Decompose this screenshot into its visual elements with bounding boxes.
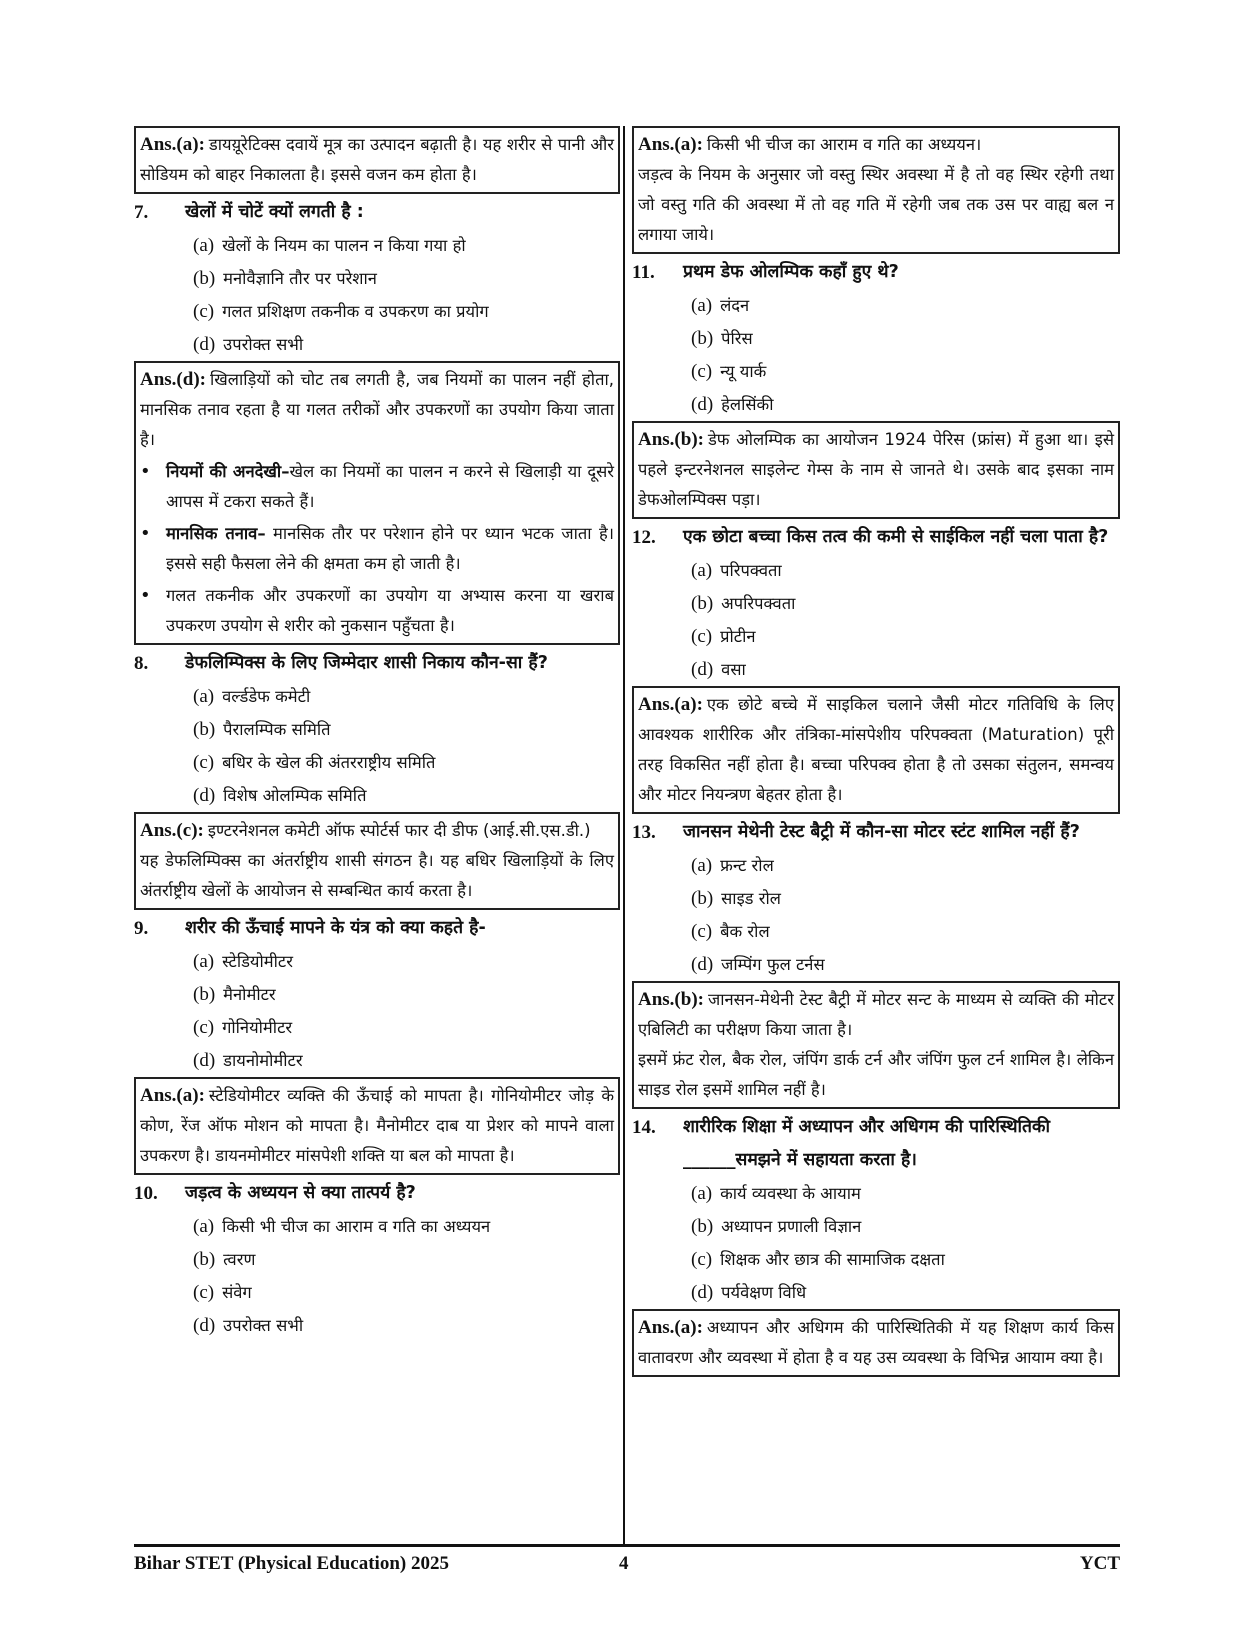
option-text: न्यू यार्क xyxy=(720,362,767,381)
answer-label: Ans.(d): xyxy=(140,369,206,390)
option xyxy=(691,289,1120,322)
answer-box-14 xyxy=(632,1309,1120,1377)
option-text: डायनोमोमीटर xyxy=(223,1051,303,1070)
option xyxy=(193,1210,620,1243)
option-text: बधिर के खेल की अंतरराष्ट्रीय समिति xyxy=(222,753,436,772)
question-text: एक छोटा बच्चा किस तत्व की कमी से साईकिल नहीं चला पाता है? xyxy=(683,527,1109,547)
option xyxy=(193,1044,620,1077)
option xyxy=(193,1011,620,1044)
question-text: प्रथम डेफ ओलम्पिक कहाँ हुए थे? xyxy=(683,262,899,282)
page-footer xyxy=(134,1553,1120,1581)
left-column xyxy=(134,126,620,1342)
option xyxy=(691,849,1120,882)
answer-text: जड़त्व के नियम के अनुसार जो वस्तु स्थिर अवस्था में है तो वह स्थिर रहेगी तथा जो वस्तु गति की अवस्था में तो वह गति में रहेगी जब तक उस पर वाह्य बल न लगाया जाये। xyxy=(638,165,1114,244)
answer-label: Ans.(a): xyxy=(638,694,703,715)
answer-label: Ans.(c): xyxy=(140,820,204,841)
answer-label: Ans.(a): xyxy=(638,1317,703,1338)
option xyxy=(691,554,1120,587)
option-text: प्रोटीन xyxy=(720,627,756,646)
option-text: किसी भी चीज का आराम व गति का अध्ययन xyxy=(222,1217,491,1236)
option-text: स्टेडियोमीटर xyxy=(222,952,293,971)
option-letter: (b) xyxy=(691,328,714,349)
option xyxy=(691,587,1120,620)
option-text: फ्रन्ट रोल xyxy=(720,856,774,875)
option-text: उपरोक्त सभी xyxy=(223,335,304,354)
option-letter: (a) xyxy=(193,235,215,256)
option xyxy=(193,1243,620,1276)
question-number: 14. xyxy=(632,1117,656,1138)
answer-box-11 xyxy=(632,421,1120,519)
question-8 xyxy=(134,647,620,680)
option xyxy=(193,779,620,812)
answer-text: किसी भी चीज का आराम व गति का अध्ययन। xyxy=(706,135,982,154)
option-text: खेलों के नियम का पालन न किया गया हो xyxy=(222,236,466,255)
options-14 xyxy=(632,1177,1120,1309)
option-text: पेरिस xyxy=(721,329,753,348)
right-column xyxy=(632,126,1120,1377)
option-letter: (d) xyxy=(193,1050,216,1071)
option-text: वर्ल्डडेफ कमेटी xyxy=(222,687,311,706)
question-number: 7. xyxy=(134,202,149,223)
option xyxy=(691,1210,1120,1243)
option-text: गलत प्रशिक्षण तकनीक व उपकरण का प्रयोग xyxy=(222,302,489,321)
option-letter: (a) xyxy=(691,855,713,876)
option-text: जम्पिंग फुल टर्नस xyxy=(721,955,825,974)
option-letter: (c) xyxy=(691,626,713,647)
option-letter: (b) xyxy=(193,1249,216,1270)
answer-text: एक छोटे बच्चे में साइकिल चलाने जैसी मोटर गतिविधि के लिए आवश्यक शारीरिक और तंत्रिका-मांसपेशीय परिपक्वता (Maturation) पूरी तरह विकसित नहीं होता है। बच्चा परिपक्व होता है तो उसका संतुलन, समन्वय और मोटर नियन्त्रण बेहतर होता है। xyxy=(638,695,1114,804)
question-number: 13. xyxy=(632,822,656,843)
option xyxy=(193,328,620,361)
option-text: विशेष ओलम्पिक समिति xyxy=(223,786,367,805)
answer-box-10 xyxy=(632,126,1120,254)
option-text: अध्यापन प्रणाली विज्ञान xyxy=(721,1217,862,1236)
option-letter: (b) xyxy=(691,1216,714,1237)
option-letter: (b) xyxy=(691,593,714,614)
options-7 xyxy=(134,229,620,361)
option-text: त्वरण xyxy=(223,1250,256,1269)
option xyxy=(691,882,1120,915)
answer-text: यह डेफलिम्पिक्स का अंतर्राष्ट्रीय शासी संगठन है। यह बधिर खिलाड़ियों के लिए अंतर्राष्ट्रीय खेलों के आयोजन से सम्बन्धित कार्य करता है। xyxy=(140,851,614,900)
bullet-text: मानसिक तौर पर परेशान होने पर ध्यान भटक जाता है। इससे सही फैसला लेने की क्षमता कम हो जाती है। xyxy=(166,524,614,573)
answer-label: Ans.(a): xyxy=(140,134,205,155)
page-number: 4 xyxy=(619,1553,629,1574)
option-text: लंदन xyxy=(720,296,750,315)
option xyxy=(193,262,620,295)
options-10 xyxy=(134,1210,620,1342)
question-11 xyxy=(632,256,1120,289)
option-letter: (d) xyxy=(691,1282,714,1303)
question-text: डेफलिम्पिक्स के लिए जिम्मेदार शासी निकाय कौन-सा हैं? xyxy=(185,653,548,673)
option xyxy=(691,1243,1120,1276)
answer-text: स्टेडियोमीटर व्यक्ति की ऊँचाई को मापता है। गोनियोमीटर जोड़ के कोण, रेंज ऑफ मोशन को मापता है। मैनोमीटर दाब या प्रेशर को मापने वाला उपकरण है। डायनमोमीटर मांसपेशी शक्ति या बल को मापता है। xyxy=(140,1086,614,1165)
option xyxy=(691,653,1120,686)
answer-text: अध्यापन और अधिगम की पारिस्थितिकी में यह शिक्षण कार्य किस वातावरण और व्यवस्था में होता है व यह उस व्यवस्था के विभिन्न आयाम क्या है। xyxy=(638,1318,1114,1367)
option-text: साइड रोल xyxy=(721,889,781,908)
bullet-item xyxy=(140,581,614,641)
option-letter: (c) xyxy=(691,921,713,942)
option-text: संवेग xyxy=(222,1283,252,1302)
bullet-text: खेल का नियमों का पालन न करने से खिलाड़ी या दूसरे आपस में टकरा सकते हैं। xyxy=(166,462,614,511)
options-13 xyxy=(632,849,1120,981)
option-letter: (c) xyxy=(193,752,215,773)
question-number: 8. xyxy=(134,653,149,674)
option-text: कार्य व्यवस्था के आयाम xyxy=(720,1184,861,1203)
options-12 xyxy=(632,554,1120,686)
question-number: 9. xyxy=(134,918,149,939)
bullet-glyph: • xyxy=(140,523,151,544)
option xyxy=(691,355,1120,388)
question-number: 10. xyxy=(134,1183,158,1204)
option-letter: (c) xyxy=(691,361,713,382)
answer-box-13 xyxy=(632,981,1120,1109)
answer-box-6 xyxy=(134,126,620,194)
option-letter: (d) xyxy=(691,659,714,680)
option-text: वसा xyxy=(721,660,746,679)
answer-box-12 xyxy=(632,686,1120,814)
option xyxy=(193,713,620,746)
answer-text: खिलाड़ियों को चोट तब लगती है, जब नियमों का पालन नहीं होता, मानसिक तनाव रहता है या गलत तरीकों और उपकरणों का उपयोग किया जाता है। xyxy=(140,370,614,449)
option xyxy=(193,1276,620,1309)
option xyxy=(193,945,620,978)
question-10 xyxy=(134,1177,620,1210)
answer-box-8 xyxy=(134,812,620,910)
option-letter: (a) xyxy=(691,1183,713,1204)
option-letter: (a) xyxy=(691,295,713,316)
option-text: बैक रोल xyxy=(720,922,770,941)
option-letter: (d) xyxy=(193,785,216,806)
answer-label: Ans.(b): xyxy=(638,989,704,1010)
footer-title: Bihar STET (Physical Education) 2025 xyxy=(134,1553,449,1574)
question-text: शरीर की ऊँचाई मापने के यंत्र को क्या कहते है- xyxy=(185,918,486,938)
question-text: खेलों में चोटें क्यों लगती है : xyxy=(185,202,364,222)
question-14 xyxy=(632,1111,1120,1177)
question-text: शारीरिक शिक्षा में अध्यापन और अधिगम की पारिस्थितिकी ______समझने में सहायता करता है। xyxy=(683,1117,1050,1170)
option-letter: (a) xyxy=(193,686,215,707)
option xyxy=(193,978,620,1011)
question-text: जड़त्व के अध्ययन से क्या तात्पर्य है? xyxy=(185,1183,416,1203)
option xyxy=(193,229,620,262)
option xyxy=(691,620,1120,653)
option-letter: (b) xyxy=(193,268,216,289)
option-letter: (b) xyxy=(193,984,216,1005)
option xyxy=(193,680,620,713)
bullet-heading: नियमों की अनदेखी– xyxy=(166,462,290,481)
option xyxy=(691,1276,1120,1309)
option-letter: (c) xyxy=(193,1017,215,1038)
answer-box-7 xyxy=(134,361,620,645)
option-letter: (c) xyxy=(193,1282,215,1303)
option xyxy=(193,746,620,779)
option-text: पैरालम्पिक समिति xyxy=(223,720,331,739)
question-text: जानसन मेथेनी टेस्ट बैट्री में कौन-सा मोटर स्टंट शामिल नहीं हैं? xyxy=(683,822,1080,842)
option-letter: (c) xyxy=(193,301,215,322)
column-divider xyxy=(623,126,625,1544)
option-text: परिपक्वता xyxy=(720,561,782,580)
bullet-item xyxy=(140,457,614,517)
option-letter: (a) xyxy=(193,1216,215,1237)
bullet-text: गलत तकनीक और उपकरणों का उपयोग या अभ्यास करना या खराब उपकरण उपयोग से शरीर को नुकसान पहुँचता है। xyxy=(166,586,614,635)
option xyxy=(691,322,1120,355)
answer-label: Ans.(a): xyxy=(638,134,703,155)
option-letter: (a) xyxy=(691,560,713,581)
option-letter: (d) xyxy=(691,394,714,415)
answer-text: इण्टरनेशनल कमेटी ऑफ स्पोर्टर्स फार दी डीफ (आई.सी.एस.डी.) xyxy=(207,821,591,840)
bullet-heading: मानसिक तनाव– xyxy=(166,524,266,543)
footer-rule xyxy=(134,1544,1120,1547)
option-letter: (b) xyxy=(193,719,216,740)
option-letter: (b) xyxy=(691,888,714,909)
option xyxy=(691,948,1120,981)
answer-text: जानसन-मेथेनी टेस्ट बैट्री में मोटर सन्ट के माध्यम से व्यक्ति की मोटर एबिलिटी का परीक्षण किया जाता है। xyxy=(638,990,1114,1039)
question-number: 12. xyxy=(632,527,656,548)
question-12 xyxy=(632,521,1120,554)
question-9 xyxy=(134,912,620,945)
question-13 xyxy=(632,816,1120,849)
question-number: 11. xyxy=(632,262,655,283)
option-text: उपरोक्त सभी xyxy=(223,1316,304,1335)
bullet-item xyxy=(140,519,614,579)
options-9 xyxy=(134,945,620,1077)
option-text: मैनोमीटर xyxy=(223,985,276,1004)
option-text: पर्यवेक्षण विधि xyxy=(721,1283,807,1302)
bullet-glyph: • xyxy=(140,585,151,606)
answer-label: Ans.(b): xyxy=(638,429,704,450)
answer-text: डेफ ओलम्पिक का आयोजन 1924 पेरिस (फ्रांस) में हुआ था। इसे पहले इन्टरनेशनल साइलेन्ट गेम्स के नाम से जानते थे। उसके बाद इसका नाम डेफओलम्पिक्स पड़ा। xyxy=(638,430,1114,509)
option-letter: (d) xyxy=(193,1315,216,1336)
options-11 xyxy=(632,289,1120,421)
publisher-name: YCT xyxy=(1079,1553,1120,1574)
answer-text: इसमें फ्रंट रोल, बैक रोल, जंपिंग डार्क टर्न और जंपिंग फुल टर्न शामिल है। लेकिन साइड रोल इसमें शामिल नहीं है। xyxy=(638,1050,1114,1099)
option-text: हेलसिंकी xyxy=(721,395,774,414)
option-text: शिक्षक और छात्र की सामाजिक दक्षता xyxy=(720,1250,945,1269)
answer-label: Ans.(a): xyxy=(140,1085,205,1106)
answer-text: डायय़ूरेटिक्स दवायें मूत्र का उत्पादन बढ़ाती है। यह शरीर से पानी और सोडियम को बाहर निकालता है। इससे वजन कम होता है। xyxy=(140,135,614,184)
option-text: गोनियोमीटर xyxy=(222,1018,293,1037)
options-8 xyxy=(134,680,620,812)
option xyxy=(691,388,1120,421)
option xyxy=(193,1309,620,1342)
option xyxy=(691,915,1120,948)
question-7 xyxy=(134,196,620,229)
option-text: अपरिपक्वता xyxy=(721,594,796,613)
option-letter: (a) xyxy=(193,951,215,972)
option-letter: (c) xyxy=(691,1249,713,1270)
option-letter: (d) xyxy=(691,954,714,975)
option-letter: (d) xyxy=(193,334,216,355)
option-text: मनोवैज्ञानि तौर पर परेशान xyxy=(223,269,377,288)
option xyxy=(691,1177,1120,1210)
option xyxy=(193,295,620,328)
bullet-glyph: • xyxy=(140,461,151,482)
answer-box-9 xyxy=(134,1077,620,1175)
